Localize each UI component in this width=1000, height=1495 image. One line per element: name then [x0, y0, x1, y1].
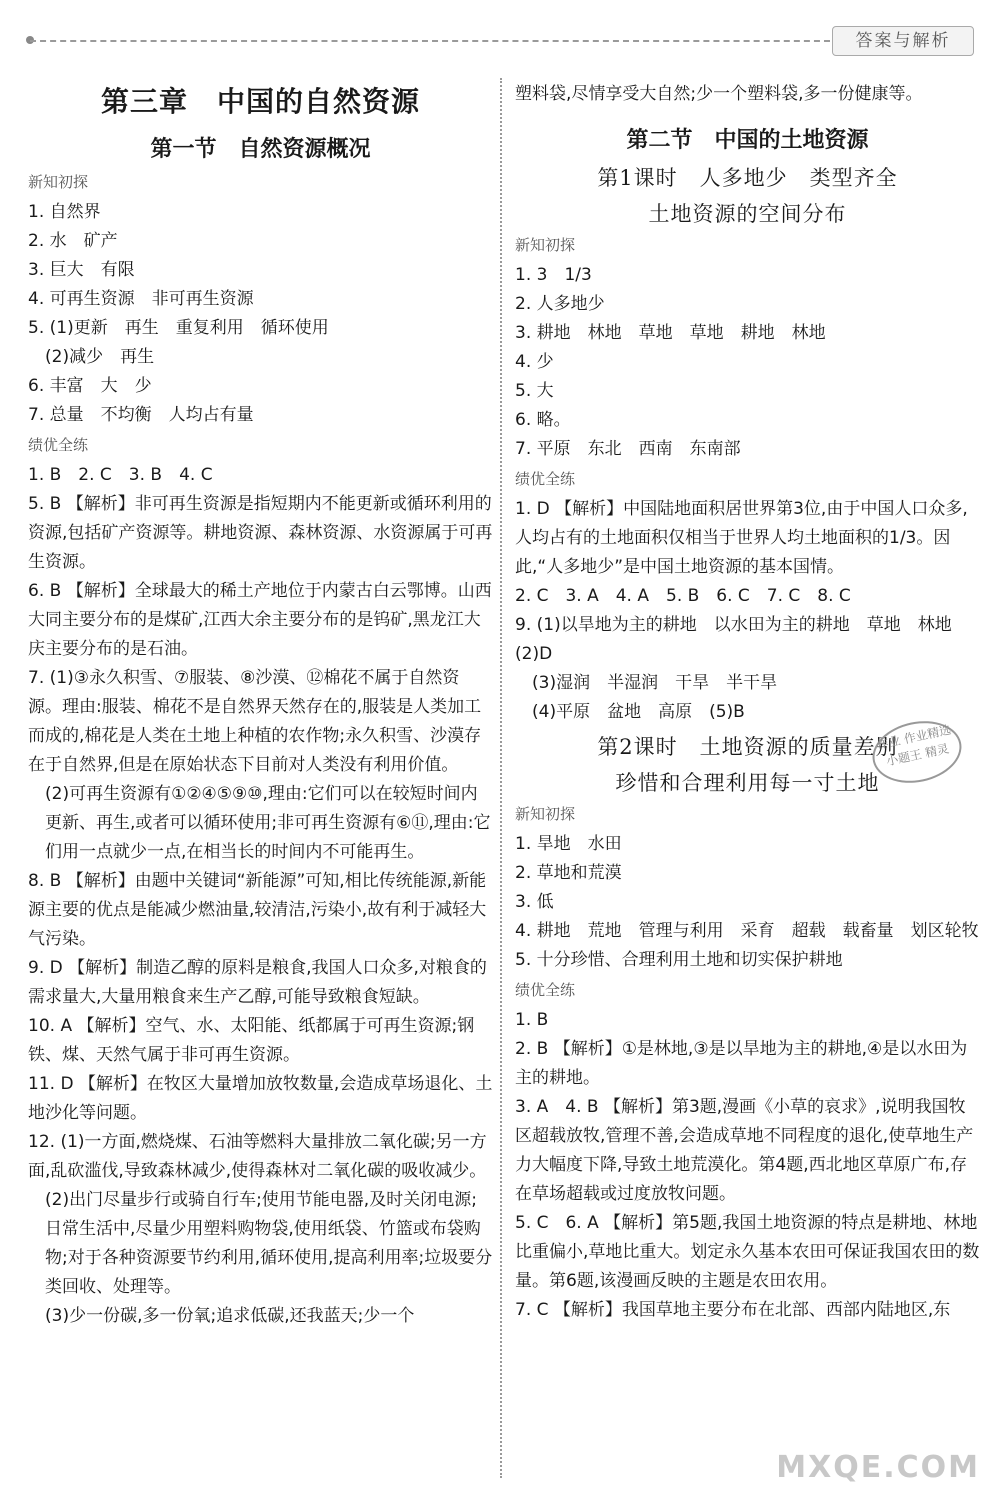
subheading: 绩优全练: [28, 436, 89, 454]
answer-item: 4. 少: [515, 352, 554, 372]
answer-item: 5. 大: [515, 381, 554, 401]
answer-item: 5. C 6. A 【解析】第5题,我国土地资源的特点是耕地、林地比重偏小,草地比重大。划定永久基本农田可保证我国农田的数量。第6题,该漫画反映的主题是农田农用。: [515, 1213, 980, 1291]
answer-item: 1. B 2. C 3. B 4. C: [28, 465, 213, 485]
lesson-title: 第2课时 土地资源的质量差别: [597, 735, 898, 759]
answer-item: 2. 水 矿产: [28, 231, 118, 251]
header-rule: [30, 40, 830, 42]
answer-item: 5. 十分珍惜、合理利用土地和切实保护耕地: [515, 950, 843, 970]
header-tab: 答案与解析: [832, 26, 974, 56]
lesson-title: 珍惜和合理利用每一寸土地: [615, 771, 880, 795]
answer-item: 3. 巨大 有限: [28, 260, 135, 280]
answer-item: 6. B 【解析】全球最大的稀土产地位于内蒙古白云鄂博。山西大同主要分布的是煤矿,江西大余主要分布的是钨矿,黑龙江大庆主要分布的是石油。: [28, 581, 492, 659]
right-column: [515, 80, 980, 1325]
answer-item: 5. B 【解析】非可再生资源是指短期内不能更新或循环利用的资源,包括矿产资源等。耕地资源、森林资源、水资源属于可再生资源。: [28, 494, 493, 572]
subheading: 绩优全练: [515, 470, 576, 488]
answer-item: (2)减少 再生: [45, 347, 155, 367]
answer-item: 7. 平原 东北 西南 东南部: [515, 439, 741, 459]
answer-item: 1. 旱地 水田: [515, 834, 622, 854]
answer-item: 1. B: [515, 1010, 549, 1030]
subheading: 新知初探: [515, 805, 576, 823]
watermark: MXQE.COM: [776, 1450, 980, 1485]
answer-item: 1. 3 1/3: [515, 265, 592, 285]
answer-item: (2)可再生资源有①②④⑤⑨⑩,理由:它们可以在较短时间内更新、再生,或者可以循环使用;非可再生资源有⑥⑪,理由:它们用一点就少一点,在相当长的时间内不可能再生。: [45, 784, 491, 862]
answer-item: 9. D 【解析】制造乙醇的原料是粮食,我国人口众多,对粮食的需求量大,大量用粮食来生产乙醇,可能导致粮食短缺。: [28, 958, 487, 1007]
answer-item: 11. D 【解析】在牧区大量增加放牧数量,会造成草场退化、土地沙化等问题。: [28, 1074, 493, 1123]
lesson-title: 第1课时 人多地少 类型齐全: [597, 166, 898, 190]
answer-item: 5. (1)更新 再生 重复利用 循环使用: [28, 318, 329, 338]
answer-item: 6. 略。: [515, 410, 571, 430]
answer-item: 3. 低: [515, 892, 554, 912]
answer-item: 9. (1)以旱地为主的耕地 以水田为主的耕地 草地 林地 (2)D: [515, 615, 969, 664]
continued-text: 塑料袋,尽情享受大自然;少一个塑料袋,多一份健康等。: [515, 84, 923, 104]
answer-item: 2. B 【解析】①是林地,③是以旱地为主的耕地,④是以水田为主的耕地。: [515, 1039, 968, 1088]
answer-item: 4. 耕地 荒地 管理与利用 采育 超载 载畜量 划区轮牧: [515, 921, 979, 941]
answer-item: 2. C 3. A 4. A 5. B 6. C 7. C 8. C: [515, 586, 851, 606]
answer-item: 2. 人多地少: [515, 294, 605, 314]
answer-item: (2)出门尽量步行或骑自行车;使用节能电器,及时关闭电源;日常生活中,尽量少用塑料购物袋,使用纸袋、竹篮或布袋购物;对于各种资源要节约利用,循环使用,提高利用率;垃圾要分类回收、处理等。: [45, 1190, 493, 1297]
stamp-seal: 作业 作业精选小题王 精灵: [867, 713, 968, 790]
answer-item: 7. C 【解析】我国草地主要分布在北部、西部内陆地区,东: [515, 1300, 951, 1320]
answer-item: 6. 丰富 大 少: [28, 376, 152, 396]
column-divider: [500, 78, 502, 1478]
answer-item: 2. 草地和荒漠: [515, 863, 622, 883]
answer-item: (4)平原 盆地 高原 (5)B: [532, 702, 745, 722]
subheading: 绩优全练: [515, 981, 576, 999]
answer-item: 4. 可再生资源 非可再生资源: [28, 289, 254, 309]
section-title: 第二节 中国的土地资源: [626, 128, 869, 153]
answer-item: 3. 耕地 林地 草地 草地 耕地 林地: [515, 323, 826, 343]
answer-item: 1. 自然界: [28, 202, 101, 222]
subheading: 新知初探: [515, 236, 576, 254]
section-title: 第一节 自然资源概况: [150, 137, 371, 162]
left-column: [28, 80, 493, 1331]
answer-item: (3)少一份碳,多一份氧;追求低碳,还我蓝天;少一个: [45, 1306, 415, 1326]
answer-item: 1. D 【解析】中国陆地面积居世界第3位,由于中国人口众多,人均占有的土地面积仅相当于世界人均土地面积的1/3。因此,“人多地少”是中国土地资源的基本国情。: [515, 499, 968, 577]
chapter-title: 第三章 中国的自然资源: [100, 85, 420, 118]
lesson-title: 土地资源的空间分布: [648, 202, 847, 226]
answer-item: 12. (1)一方面,燃烧煤、石油等燃料大量排放二氧化碳;另一方面,乱砍滥伐,导致森林减少,使得森林对二氧化碳的吸收减少。: [28, 1132, 487, 1181]
answer-item: 3. A 4. B 【解析】第3题,漫画《小草的哀求》,说明我国牧区超载放牧,管理不善,会造成草地不同程度的退化,使草地生产力大幅度下降,导致土地荒漠化。第4题,西北地区草原广布,存在草场超载或过度放牧问题。: [515, 1097, 974, 1204]
answer-item: 8. B 【解析】由题中关键词“新能源”可知,相比传统能源,新能源主要的优点是能减少燃油量,较清洁,污染小,故有利于减轻大气污染。: [28, 871, 487, 949]
answer-item: 7. 总量 不均衡 人均占有量: [28, 405, 254, 425]
answer-item: (3)湿润 半湿润 干旱 半干旱: [532, 673, 778, 693]
answer-item: 7. (1)③永久积雪、⑦服装、⑧沙漠、⑫棉花不属于自然资源。理由:服装、棉花不是自然界天然存在的,服装是人类加工而成的,棉花是人类在土地上种植的农作物;永久积雪、沙漠存在于自然界,但是在原始状态下目前对人类没有利用价值。: [28, 668, 482, 775]
answer-item: 10. A 【解析】空气、水、太阳能、纸都属于可再生资源;钢铁、煤、天然气属于非可再生资源。: [28, 1016, 475, 1065]
subheading: 新知初探: [28, 173, 89, 191]
